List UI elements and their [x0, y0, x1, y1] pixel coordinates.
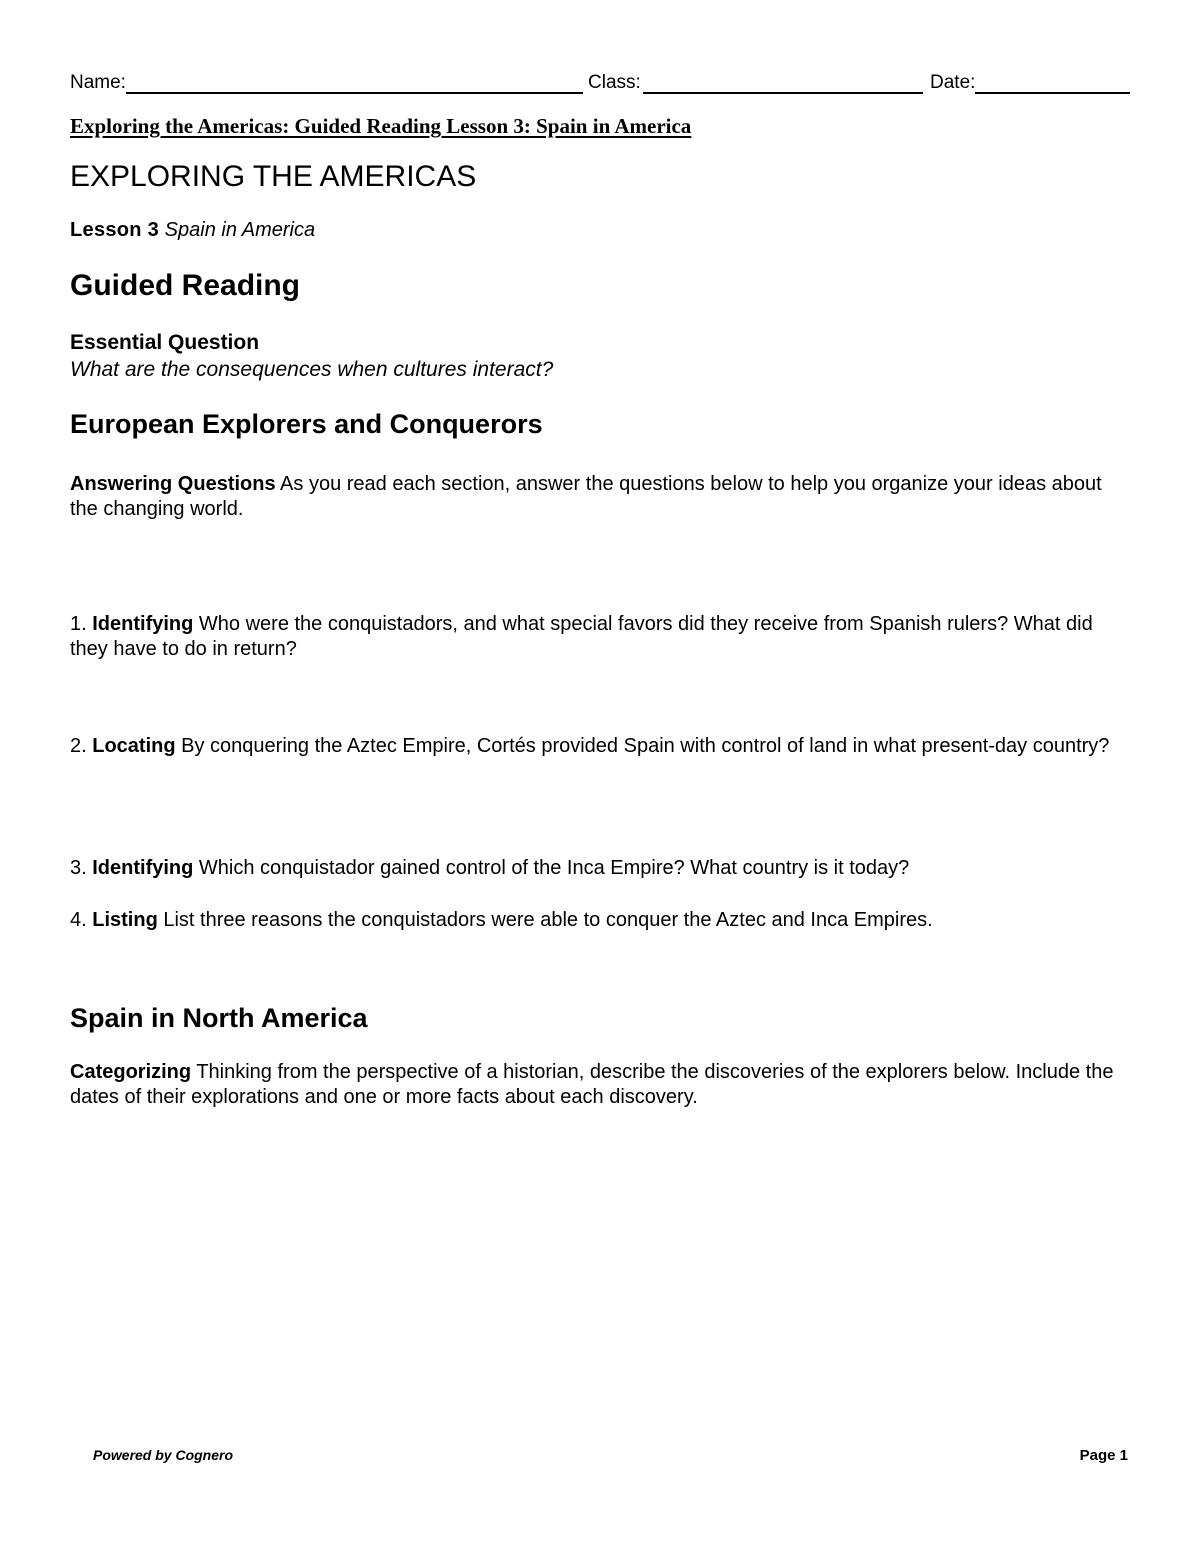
section-heading-north-america: Spain in North America [70, 1003, 368, 1033]
instructions-text: Thinking from the perspective of a historian, describe the discoveries of the explorers below. Include the dates of their explorations and one or more facts about each discovery. [70, 1061, 1114, 1108]
name-label: Name: [70, 72, 126, 93]
question-text: List three reasons the conquistadors were able to conquer the Aztec and Inca Empires. [157, 909, 933, 931]
name-blank [126, 92, 583, 94]
question-number: 3. [70, 857, 93, 879]
date-blank [975, 92, 1130, 94]
question-text: By conquering the Aztec Empire, Cortés provided Spain with control of land in what present-day country? [175, 735, 1110, 757]
lesson-line [70, 219, 315, 242]
question-3 [70, 856, 1135, 881]
page-number: Page 1 [1079, 1447, 1128, 1464]
guided-reading-heading: Guided Reading [70, 269, 301, 302]
question-2 [70, 734, 1135, 759]
question-4 [70, 908, 1135, 933]
question-skill: Listing [92, 909, 158, 931]
instructions-label: Categorizing [70, 1061, 192, 1083]
answering-questions-instructions [70, 472, 1135, 522]
question-number: 1. [70, 613, 93, 635]
categorizing-instructions [70, 1060, 1135, 1110]
class-label: Class: [588, 72, 641, 93]
question-skill: Identifying [92, 613, 194, 635]
question-number: 2. [70, 735, 93, 757]
date-label: Date: [930, 72, 976, 93]
essential-question-label: Essential Question [70, 331, 260, 354]
document-title: Exploring the Americas: Guided Reading Lesson 3: Spain in America [70, 114, 692, 138]
instructions-label: Answering Questions [70, 473, 276, 495]
class-blank [643, 92, 923, 94]
lesson-name: Spain in America [164, 219, 316, 241]
question-text: Who were the conquistadors, and what special favors did they receive from Spanish rulers? What did they have to do in return? [70, 613, 1093, 660]
lesson-label: Lesson 3 [70, 219, 160, 241]
question-number: 4. [70, 909, 93, 931]
section-heading-explorers: European Explorers and Conquerors [70, 409, 543, 439]
question-text: Which conquistador gained control of the Inca Empire? What country is it today? [193, 857, 910, 879]
essential-question-text: What are the consequences when cultures interact? [70, 358, 554, 381]
question-1 [70, 612, 1135, 662]
question-skill: Locating [92, 735, 176, 757]
unit-title: EXPLORING THE AMERICAS [70, 160, 477, 193]
instructions-text: As you read each section, answer the questions below to help you organize your ideas about the changing world. [70, 473, 1102, 520]
question-skill: Identifying [92, 857, 194, 879]
powered-by-footer: Powered by Cognero [93, 1447, 234, 1463]
